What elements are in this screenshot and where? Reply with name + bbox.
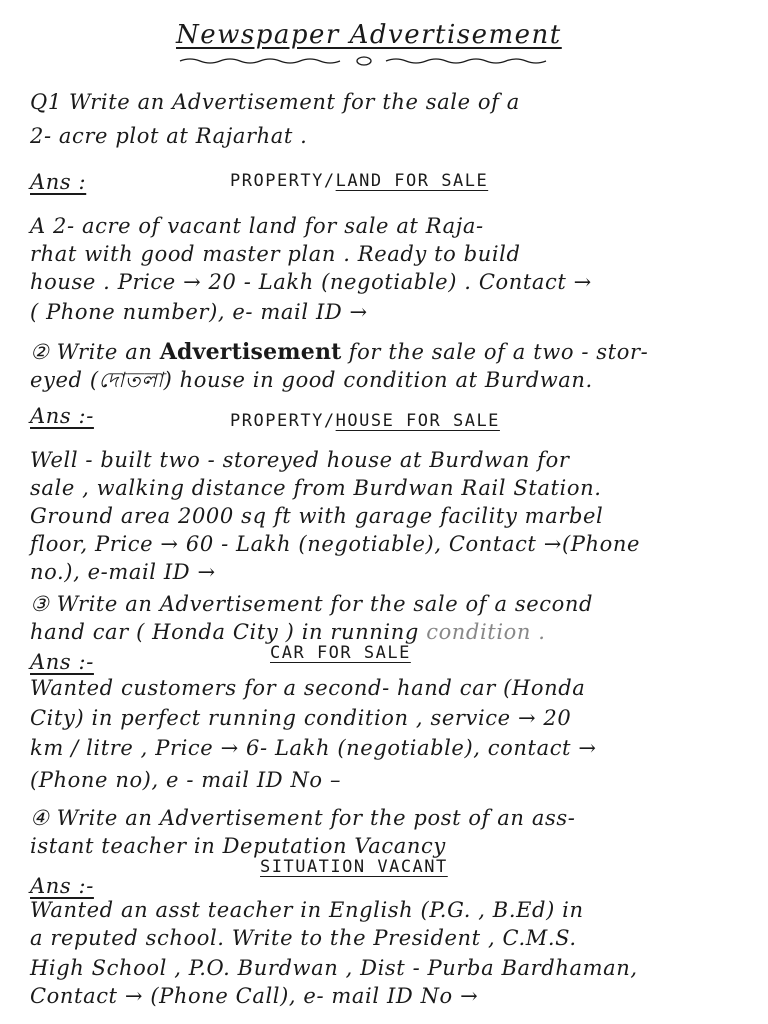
q2-body-line: Well - built two - storeyed house at Burdwan for [30, 448, 570, 472]
q4-body-line: Contact → (Phone Call), e- mail ID No → [30, 984, 479, 1008]
q1-body-line: A 2- acre of vacant land for sale at Raja- [30, 214, 484, 238]
q3-body-line: km / litre , Price → 6- Lakh (negotiable), contact → [30, 736, 597, 760]
q2-body-line: floor, Price → 60 - Lakh (negotiable), Contact →(Phone [30, 532, 640, 556]
q4-body-line: a reputed school. Write to the President , C.M.S. [30, 926, 577, 950]
title-divider [178, 56, 548, 66]
q2-answer-label: Ans :- [30, 404, 94, 428]
q3-question-line: ③ Write an Advertisement for the sale of a second [30, 592, 594, 616]
q4-question-line: ④ Write an Advertisement for the post of an ass- [30, 806, 576, 830]
q2-question-line: eyed (দোতলা) house in good condition at Burdwan. [30, 368, 593, 392]
q4-heading-main: SITUATION VACANT [260, 857, 448, 877]
q4-answer-label: Ans :- [30, 874, 94, 898]
q2-question-line [30, 340, 648, 364]
q1-body-line: house . Price → 20 - Lakh (negotiable) . Contact → [30, 270, 592, 294]
q1-body-line: ( Phone number), e- mail ID → [30, 300, 368, 324]
q1-question-line: Q1 Write an Advertisement for the sale of a [30, 90, 520, 114]
q2-question-end: for the sale of a two - stor- [341, 340, 649, 364]
q4-body-line: Wanted an asst teacher in English (P.G. , B.Ed) in [30, 898, 584, 922]
q3-question-line [30, 620, 546, 644]
q1-heading-main: LAND FOR SALE [335, 171, 489, 191]
q4-body-line: High School , P.O. Burdwan , Dist - Purba Bardhaman, [30, 956, 638, 980]
q3-heading-main: CAR FOR SALE [270, 643, 411, 663]
q3-question-start: hand car ( Honda City ) in running [30, 620, 427, 644]
q3-question-faint: condition . [426, 620, 546, 644]
q2-ad-heading [230, 410, 500, 432]
q3-body-line: Wanted customers for a second- hand car (Honda [30, 676, 586, 700]
q1-answer-label: Ans : [30, 170, 87, 194]
q2-body-line: sale , walking distance from Burdwan Rail Station. [30, 476, 602, 500]
q4-ad-heading [260, 856, 448, 878]
q1-heading-prefix: PROPERTY/ [230, 171, 336, 191]
q4-question-line: istant teacher in Deputation Vacancy [30, 834, 446, 858]
q1-ad-heading [230, 170, 488, 192]
q3-body-line: (Phone no), e - mail ID No – [30, 768, 342, 792]
q2-heading-prefix: PROPERTY/ [230, 411, 336, 431]
page-title: Newspaper Advertisement [176, 20, 562, 50]
q2-heading-main: HOUSE FOR SALE [335, 411, 500, 431]
q2-question-start: ② Write an [30, 340, 160, 364]
q1-question-line: 2- acre plot at Rajarhat . [30, 124, 308, 148]
q3-body-line: City) in perfect running condition , service → 20 [30, 706, 572, 730]
q3-answer-label: Ans :- [30, 650, 94, 674]
q2-question-bold: Advertisement [159, 339, 342, 365]
q1-body-line: rhat with good master plan . Ready to build [30, 242, 521, 266]
q3-ad-heading [270, 642, 411, 664]
q2-body-line: no.), e-mail ID → [30, 560, 216, 584]
q2-body-line: Ground area 2000 sq ft with garage facility marbel [30, 504, 604, 528]
